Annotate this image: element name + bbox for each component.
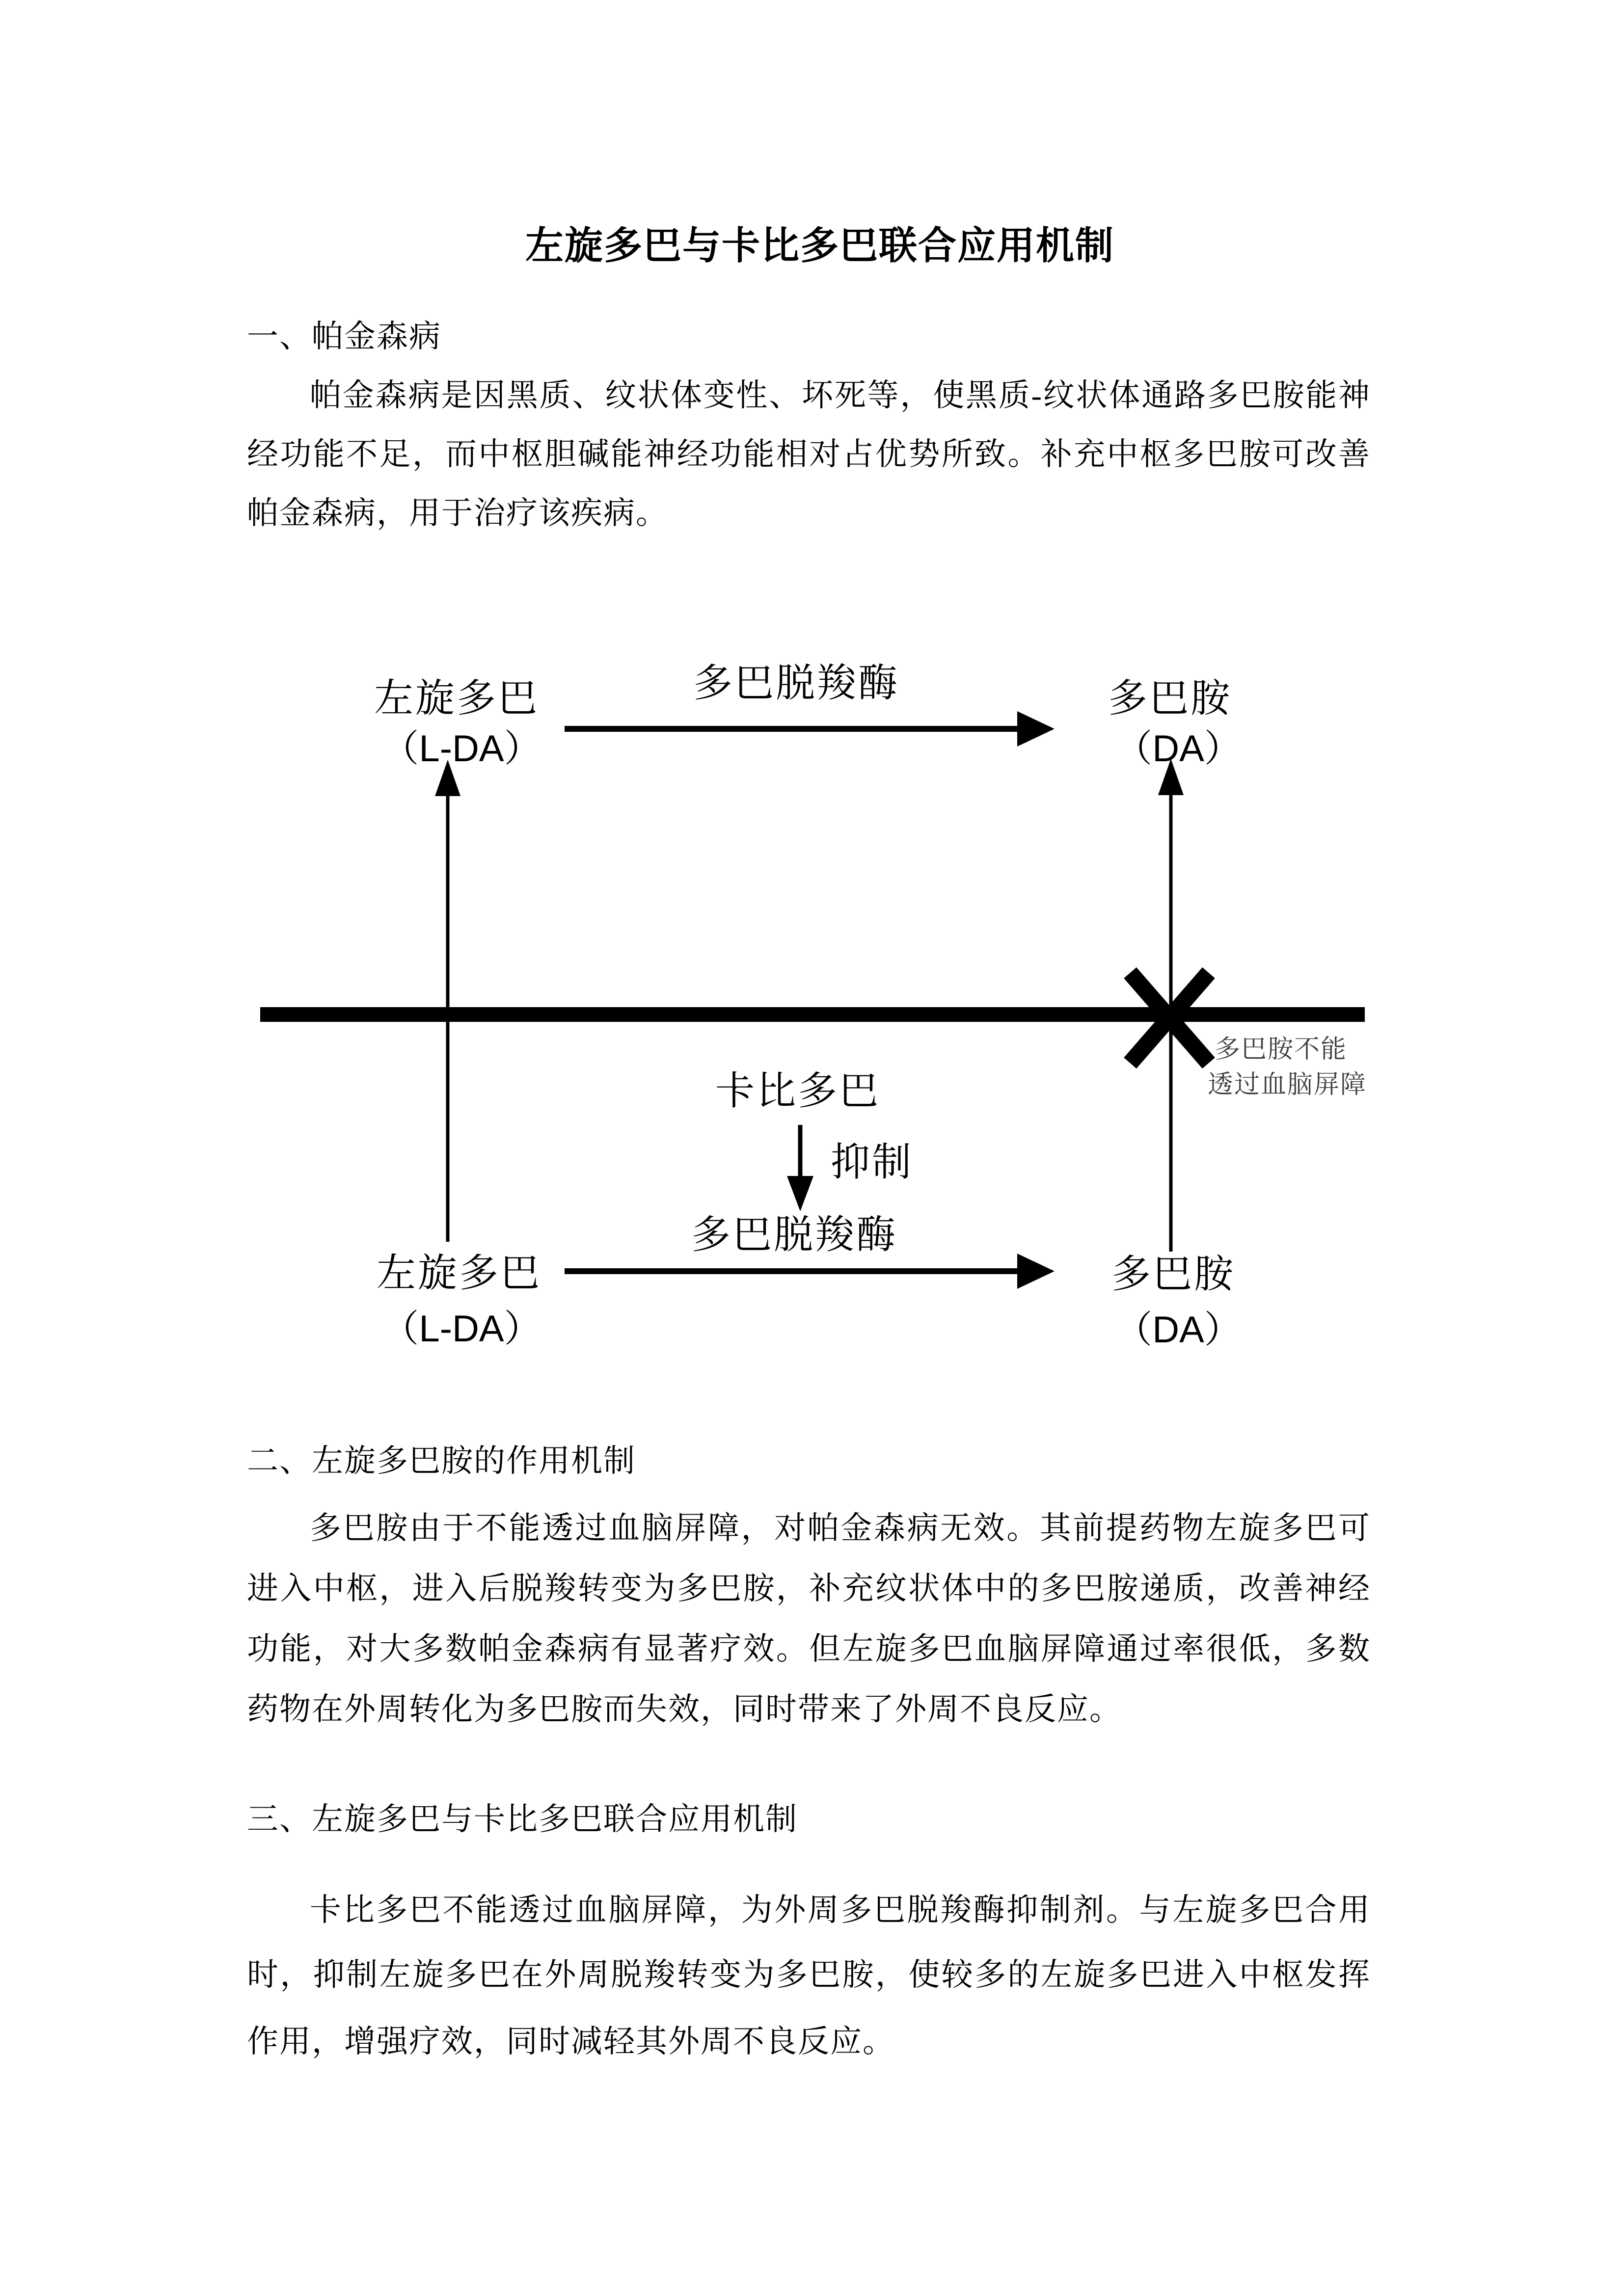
central-enzyme-label: 多巴脱羧酶 — [693, 661, 899, 705]
central-substrate-label: 左旋多巴 — [374, 676, 539, 720]
peripheral-product-abbr: （DA） — [1115, 1309, 1242, 1351]
inhibitor-label: 卡比多巴 — [715, 1069, 880, 1113]
inhibition-text-label: 抑制 — [831, 1140, 913, 1184]
arrow-head-icon — [1017, 711, 1055, 747]
arrow-head-icon — [1017, 1254, 1055, 1289]
central-product-label: 多巴胺 — [1108, 676, 1232, 720]
barrier-note-line1: 多巴胺不能 — [1215, 1035, 1348, 1064]
lda-crossing-arrow — [435, 760, 460, 1242]
paragraph-line: 卡比多巴不能透过血脑屏障，为外周多巴脱羧酶抑制剂。与左旋多巴合用 — [310, 1893, 1370, 1927]
paragraph-line: 进入中枢，进入后脱羧转变为多巴胺，补充纹状体中的多巴胺递质，改善神经 — [247, 1571, 1370, 1606]
peripheral-substrate-abbr: （L-DA） — [381, 1308, 541, 1350]
arrow-head-icon — [787, 1176, 813, 1211]
section-3-heading: 三、左旋多巴与卡比多巴联合应用机制 — [247, 1802, 798, 1837]
paragraph-line: 经功能不足，而中枢胆碱能神经功能相对占优势所致。补充中枢多巴胺可改善 — [247, 437, 1370, 472]
paragraph-line: 作用，增强疗效，同时减轻其外周不良反应。 — [247, 2024, 895, 2059]
peripheral-enzyme-label: 多巴脱羧酶 — [691, 1213, 897, 1256]
central-reaction-arrow — [565, 711, 1055, 747]
barrier-note-line2: 透过血脑屏障 — [1208, 1070, 1367, 1099]
paragraph-line: 帕金森病，用于治疗该疾病。 — [247, 496, 668, 531]
peripheral-reaction-arrow — [565, 1254, 1055, 1289]
central-substrate-abbr: （L-DA） — [381, 728, 541, 770]
paragraph-line: 时，抑制左旋多巴在外周脱羧转变为多巴胺，使较多的左旋多巴进入中枢发挥 — [247, 1957, 1370, 1992]
peripheral-substrate-label: 左旋多巴 — [377, 1251, 541, 1295]
paragraph-line: 多巴胺由于不能透过血脑屏障，对帕金森病无效。其前提药物左旋多巴可 — [310, 1511, 1370, 1546]
peripheral-product-label: 多巴胺 — [1111, 1252, 1235, 1296]
central-product-abbr: （DA） — [1115, 728, 1242, 770]
section-2-heading: 二、左旋多巴胺的作用机制 — [247, 1443, 636, 1478]
paragraph-line: 药物在外周转化为多巴胺而失效，同时带来了外周不良反应。 — [247, 1692, 1122, 1727]
inhibition-arrow — [787, 1125, 813, 1211]
paragraph-line: 功能，对大多数帕金森病有显著疗效。但左旋多巴血脑屏障通过率很低，多数 — [247, 1631, 1370, 1666]
paragraph-line: 帕金森病是因黑质、纹状体变性、坏死等，使黑质-纹状体通路多巴胺能神 — [310, 378, 1370, 413]
document-title: 左旋多巴与卡比多巴联合应用机制 — [525, 224, 1115, 267]
section-1-heading: 一、帕金森病 — [247, 319, 441, 354]
